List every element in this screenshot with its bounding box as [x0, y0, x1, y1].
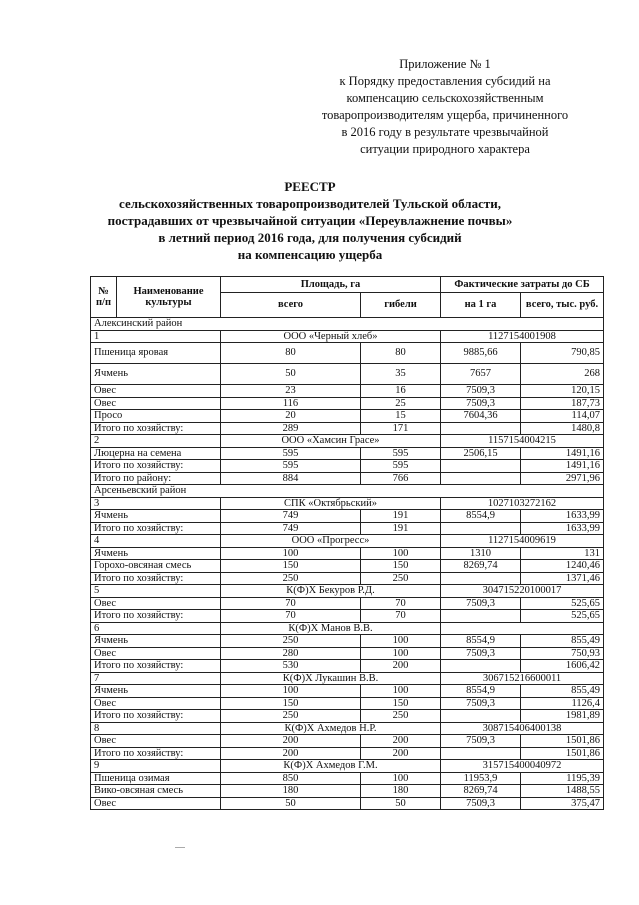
- area-total-cell: 70: [221, 610, 361, 623]
- area-lost-cell: 171: [361, 422, 441, 435]
- area-lost-cell: 70: [361, 610, 441, 623]
- cost-per-ha-cell: 8554,9: [441, 510, 521, 523]
- crop-row: [91, 343, 604, 364]
- crop-row: [91, 597, 604, 610]
- farm-row: [91, 622, 604, 635]
- header-costs: Фактические затраты до СБ: [441, 277, 604, 293]
- cost-total-cell: 1371,46: [521, 572, 604, 585]
- area-lost-cell: 766: [361, 472, 441, 485]
- area-total-cell: 100: [221, 685, 361, 698]
- area-lost-cell: 200: [361, 660, 441, 673]
- district-name: Арсеньевский район: [91, 485, 604, 498]
- area-total-cell: 749: [221, 522, 361, 535]
- area-total-cell: 595: [221, 460, 361, 473]
- area-total-cell: 280: [221, 647, 361, 660]
- cost-total-cell: 1480,8: [521, 422, 604, 435]
- cost-total-cell: 1606,42: [521, 660, 604, 673]
- crop-name: Вико-овсяная смесь: [91, 785, 221, 798]
- crop-name: Овес: [91, 397, 221, 410]
- cost-total-cell: 1981,89: [521, 710, 604, 723]
- crop-name: Овес: [91, 697, 221, 710]
- row-number: 3: [91, 497, 221, 510]
- registry-body: [91, 318, 604, 810]
- area-total-cell: 250: [221, 710, 361, 723]
- crop-row: [91, 635, 604, 648]
- cost-total-cell: 1195,39: [521, 772, 604, 785]
- crop-row: [91, 610, 604, 623]
- crop-row: [91, 710, 604, 723]
- cost-total-cell: 1240,46: [521, 560, 604, 573]
- crop-name: Ячмень: [91, 635, 221, 648]
- cost-per-ha-cell: 2506,15: [441, 447, 521, 460]
- area-lost-cell: 100: [361, 647, 441, 660]
- cost-total-cell: 750,93: [521, 647, 604, 660]
- area-total-cell: 116: [221, 397, 361, 410]
- crop-row: [91, 364, 604, 385]
- crop-name: Ячмень: [91, 510, 221, 523]
- cost-per-ha-cell: 7509,3: [441, 385, 521, 398]
- area-lost-cell: 25: [361, 397, 441, 410]
- cost-total-cell: 1501,86: [521, 747, 604, 760]
- header-cost-per-ha: на 1 га: [441, 293, 521, 318]
- area-total-cell: 200: [221, 735, 361, 748]
- area-lost-cell: 100: [361, 685, 441, 698]
- crop-name: Ячмень: [91, 547, 221, 560]
- cost-per-ha-cell: 8269,74: [441, 785, 521, 798]
- cost-per-ha-cell: 1310: [441, 547, 521, 560]
- crop-name: Люцерна на семена: [91, 447, 221, 460]
- area-lost-cell: 100: [361, 635, 441, 648]
- cost-total-cell: 1501,86: [521, 735, 604, 748]
- appendix-line: в 2016 году в результате чрезвычайной: [341, 125, 549, 139]
- area-total-cell: 20: [221, 410, 361, 423]
- area-total-cell: 289: [221, 422, 361, 435]
- crop-name: Итого по хозяйству:: [91, 747, 221, 760]
- heading-line: в летний период 2016 года, для получения субсидий: [158, 230, 462, 245]
- crop-name: Итого по хозяйству:: [91, 522, 221, 535]
- farm-registration-number: 1027103272162: [441, 497, 604, 510]
- cost-per-ha-cell: 7509,3: [441, 735, 521, 748]
- farm-row: [91, 435, 604, 448]
- cost-per-ha-cell: 9885,66: [441, 343, 521, 364]
- cost-total-cell: 120,15: [521, 385, 604, 398]
- area-total-cell: 150: [221, 560, 361, 573]
- area-total-cell: 50: [221, 797, 361, 810]
- row-number: 8: [91, 722, 221, 735]
- area-lost-cell: 70: [361, 597, 441, 610]
- cost-total-cell: 1491,16: [521, 447, 604, 460]
- farm-registration-number: 306715216600011: [441, 672, 604, 685]
- crop-name: Просо: [91, 410, 221, 423]
- crop-name: Итого по хозяйству:: [91, 460, 221, 473]
- farm-name: К(Ф)Х Ахмедов Н.Р.: [221, 722, 441, 735]
- cost-per-ha-cell: [441, 747, 521, 760]
- crop-name: Итого по хозяйству:: [91, 710, 221, 723]
- cost-per-ha-cell: 8554,9: [441, 635, 521, 648]
- header-area-lost: гибели: [361, 293, 441, 318]
- farm-registration-number: [441, 622, 604, 635]
- cost-per-ha-cell: [441, 472, 521, 485]
- cost-per-ha-cell: 7509,3: [441, 647, 521, 660]
- farm-row: [91, 330, 604, 343]
- cost-total-cell: 855,49: [521, 685, 604, 698]
- crop-row: [91, 797, 604, 810]
- crop-row: [91, 560, 604, 573]
- appendix-note: [300, 56, 590, 158]
- area-lost-cell: 191: [361, 522, 441, 535]
- area-total-cell: 850: [221, 772, 361, 785]
- cost-per-ha-cell: [441, 422, 521, 435]
- area-lost-cell: 191: [361, 510, 441, 523]
- farm-name: ООО «Прогресс»: [221, 535, 441, 548]
- area-total-cell: 70: [221, 597, 361, 610]
- cost-per-ha-cell: [441, 460, 521, 473]
- appendix-line: Приложение № 1: [399, 57, 491, 71]
- area-lost-cell: 50: [361, 797, 441, 810]
- area-lost-cell: 250: [361, 572, 441, 585]
- farm-name: ООО «Хамсин Грасе»: [221, 435, 441, 448]
- row-number: 5: [91, 585, 221, 598]
- cost-total-cell: 187,73: [521, 397, 604, 410]
- crop-row: [91, 422, 604, 435]
- crop-row: [91, 410, 604, 423]
- district-name: Алексинский район: [91, 318, 604, 331]
- crop-row: [91, 747, 604, 760]
- farm-registration-number: 1157154004215: [441, 435, 604, 448]
- farm-registration-number: 304715220100017: [441, 585, 604, 598]
- appendix-line: компенсацию сельскохозяйственным: [346, 91, 544, 105]
- row-number: 1: [91, 330, 221, 343]
- crop-name: Итого по хозяйству:: [91, 660, 221, 673]
- area-total-cell: 150: [221, 697, 361, 710]
- row-number: 9: [91, 760, 221, 773]
- document-title: РЕЕСТР: [284, 179, 336, 194]
- crop-row: [91, 685, 604, 698]
- crop-name: Пшеница озимая: [91, 772, 221, 785]
- farm-name: ООО «Черный хлеб»: [221, 330, 441, 343]
- cost-total-cell: 1491,16: [521, 460, 604, 473]
- area-lost-cell: 595: [361, 460, 441, 473]
- crop-row: [91, 647, 604, 660]
- area-lost-cell: 180: [361, 785, 441, 798]
- area-lost-cell: 100: [361, 772, 441, 785]
- district-row: [91, 485, 604, 498]
- row-number: 4: [91, 535, 221, 548]
- farm-row: [91, 760, 604, 773]
- cost-per-ha-cell: 8554,9: [441, 685, 521, 698]
- crop-name: Итого по хозяйству:: [91, 572, 221, 585]
- cost-total-cell: 114,07: [521, 410, 604, 423]
- crop-row: [91, 460, 604, 473]
- cost-per-ha-cell: [441, 610, 521, 623]
- crop-row: [91, 547, 604, 560]
- farm-name: К(Ф)Х Манов В.В.: [221, 622, 441, 635]
- area-total-cell: 180: [221, 785, 361, 798]
- header-crop: Наименование культуры: [117, 277, 221, 318]
- cost-total-cell: 375,47: [521, 797, 604, 810]
- farm-row: [91, 722, 604, 735]
- area-total-cell: 50: [221, 364, 361, 385]
- farm-registration-number: 315715400040972: [441, 760, 604, 773]
- crop-name: Итого по хозяйству:: [91, 610, 221, 623]
- crop-row: [91, 735, 604, 748]
- area-total-cell: 884: [221, 472, 361, 485]
- cost-total-cell: 525,65: [521, 610, 604, 623]
- farm-row: [91, 672, 604, 685]
- cost-per-ha-cell: 7509,3: [441, 597, 521, 610]
- heading-line: сельскохозяйственных товаропроизводителей Тульской области,: [119, 196, 501, 211]
- area-lost-cell: 100: [361, 547, 441, 560]
- area-lost-cell: 200: [361, 747, 441, 760]
- cost-total-cell: 1633,99: [521, 522, 604, 535]
- cost-per-ha-cell: 7509,3: [441, 397, 521, 410]
- area-lost-cell: 15: [361, 410, 441, 423]
- cost-total-cell: 1488,55: [521, 785, 604, 798]
- area-total-cell: 250: [221, 572, 361, 585]
- area-total-cell: 530: [221, 660, 361, 673]
- area-total-cell: 749: [221, 510, 361, 523]
- farm-name: СПК «Октябрьский»: [221, 497, 441, 510]
- row-number: 6: [91, 622, 221, 635]
- appendix-line: ситуации природного характера: [360, 142, 530, 156]
- farm-name: К(Ф)Х Лукашин В.В.: [221, 672, 441, 685]
- area-total-cell: 80: [221, 343, 361, 364]
- area-total-cell: 250: [221, 635, 361, 648]
- area-lost-cell: 35: [361, 364, 441, 385]
- cost-per-ha-cell: [441, 710, 521, 723]
- crop-row: [91, 572, 604, 585]
- area-lost-cell: 150: [361, 697, 441, 710]
- crop-name: Овес: [91, 647, 221, 660]
- cost-total-cell: 855,49: [521, 635, 604, 648]
- cost-per-ha-cell: [441, 522, 521, 535]
- area-total-cell: 200: [221, 747, 361, 760]
- cost-per-ha-cell: 7657: [441, 364, 521, 385]
- crop-name: Овес: [91, 735, 221, 748]
- header-area-total: всего: [221, 293, 361, 318]
- header-cost-total: всего, тыс. руб.: [521, 293, 604, 318]
- crop-row: [91, 447, 604, 460]
- crop-name: Итого по хозяйству:: [91, 422, 221, 435]
- crop-row: [91, 785, 604, 798]
- farm-name: К(Ф)Х Ахмедов Г.М.: [221, 760, 441, 773]
- crop-name: Горохо-овсяная смесь: [91, 560, 221, 573]
- area-lost-cell: 250: [361, 710, 441, 723]
- crop-row: [91, 697, 604, 710]
- area-lost-cell: 16: [361, 385, 441, 398]
- cost-total-cell: 1633,99: [521, 510, 604, 523]
- header-num: № п/п: [91, 277, 117, 318]
- crop-name: Овес: [91, 797, 221, 810]
- district-row: [91, 318, 604, 331]
- document-heading: [80, 178, 540, 263]
- heading-line: на компенсацию ущерба: [237, 247, 383, 262]
- crop-row: [91, 385, 604, 398]
- cost-total-cell: 790,85: [521, 343, 604, 364]
- farm-registration-number: 1127154001908: [441, 330, 604, 343]
- row-number: 2: [91, 435, 221, 448]
- cost-total-cell: 268: [521, 364, 604, 385]
- cost-total-cell: 1126,4: [521, 697, 604, 710]
- farm-registration-number: 308715406400138: [441, 722, 604, 735]
- crop-name: Итого по району:: [91, 472, 221, 485]
- area-lost-cell: 150: [361, 560, 441, 573]
- cost-total-cell: 525,65: [521, 597, 604, 610]
- area-lost-cell: 80: [361, 343, 441, 364]
- crop-row: [91, 510, 604, 523]
- farm-registration-number: 1127154009619: [441, 535, 604, 548]
- cost-total-cell: 2971,96: [521, 472, 604, 485]
- crop-name: Овес: [91, 385, 221, 398]
- cost-per-ha-cell: [441, 572, 521, 585]
- farm-row: [91, 535, 604, 548]
- area-total-cell: 23: [221, 385, 361, 398]
- registry-table: [90, 276, 604, 810]
- heading-line: пострадавших от чрезвычайной ситуации «Переувлажнение почвы»: [107, 213, 513, 228]
- appendix-line: товаропроизводителям ущерба, причиненного: [321, 108, 569, 122]
- crop-row: [91, 397, 604, 410]
- header-area: Площадь, га: [221, 277, 441, 293]
- crop-row: [91, 472, 604, 485]
- cost-per-ha-cell: 11953,9: [441, 772, 521, 785]
- farm-name: К(Ф)Х Бекуров Р.Д.: [221, 585, 441, 598]
- farm-row: [91, 585, 604, 598]
- crop-row: [91, 660, 604, 673]
- crop-name: Ячмень: [91, 364, 221, 385]
- crop-name: Ячмень: [91, 685, 221, 698]
- cost-per-ha-cell: 7604,36: [441, 410, 521, 423]
- area-total-cell: 595: [221, 447, 361, 460]
- farm-row: [91, 497, 604, 510]
- cost-per-ha-cell: 7509,3: [441, 697, 521, 710]
- cost-per-ha-cell: 7509,3: [441, 797, 521, 810]
- scan-mark: [175, 847, 185, 848]
- crop-row: [91, 772, 604, 785]
- row-number: 7: [91, 672, 221, 685]
- area-lost-cell: 200: [361, 735, 441, 748]
- crop-row: [91, 522, 604, 535]
- crop-name: Пшеница яровая: [91, 343, 221, 364]
- cost-per-ha-cell: 8269,74: [441, 560, 521, 573]
- appendix-line: к Порядку предоставления субсидий на: [339, 74, 551, 88]
- area-total-cell: 100: [221, 547, 361, 560]
- cost-total-cell: 131: [521, 547, 604, 560]
- crop-name: Овес: [91, 597, 221, 610]
- area-lost-cell: 595: [361, 447, 441, 460]
- cost-per-ha-cell: [441, 660, 521, 673]
